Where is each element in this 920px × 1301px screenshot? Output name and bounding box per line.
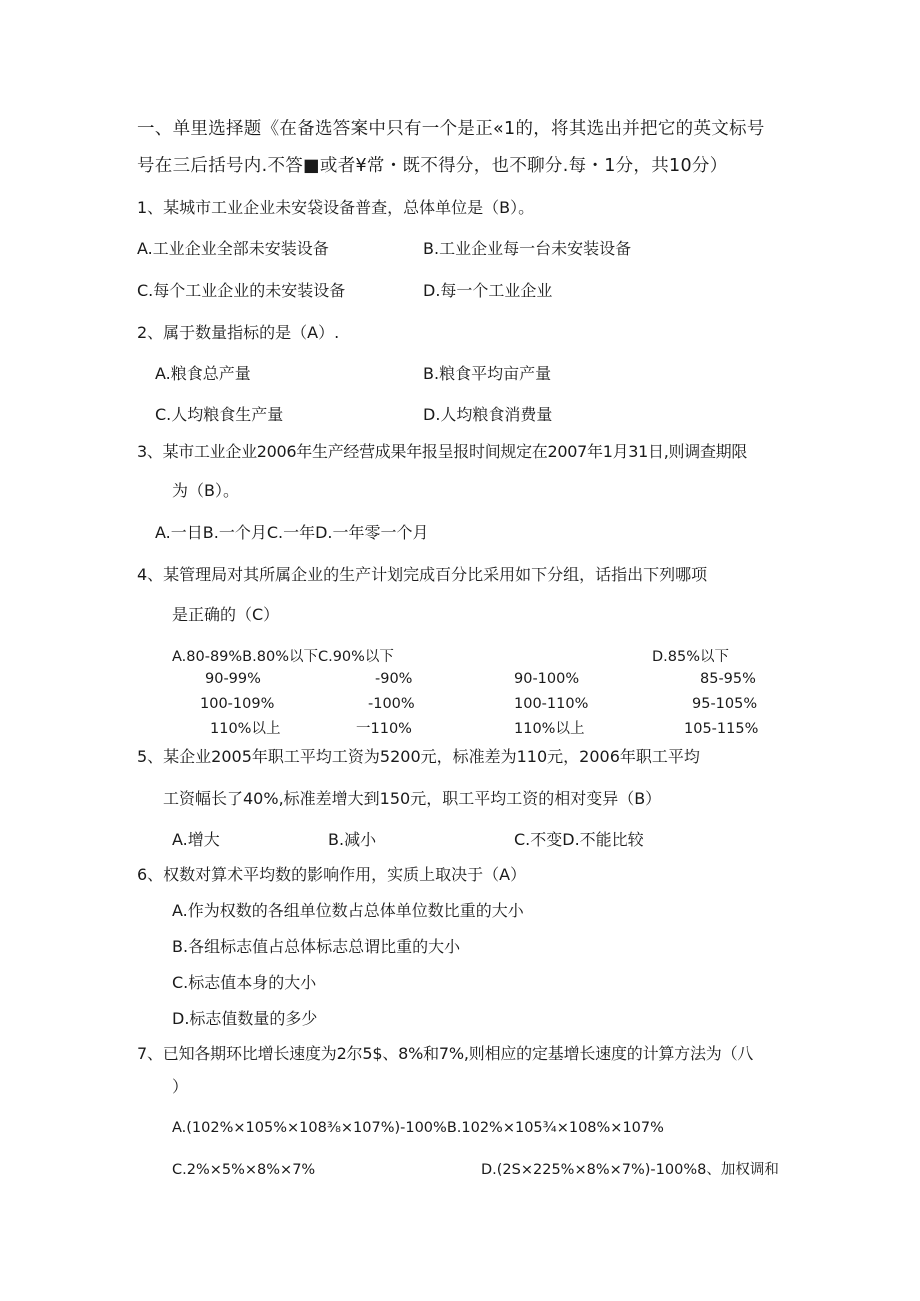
q5-option-a: A.增大 bbox=[172, 830, 220, 849]
q1-option-c: C.每个工业企业的未安装设备 bbox=[137, 281, 346, 300]
q5-option-cd: C.不变D.不能比较 bbox=[514, 830, 644, 849]
q4-col-a-row2: 100-109% bbox=[200, 696, 275, 712]
q4-option-d: D.85%以下 bbox=[652, 649, 730, 665]
q5-stem-line2: 工资幅长了40%,标准差增大到150元，职工平均工资的相对变异（B） bbox=[163, 789, 662, 808]
q1-option-b: B.工业企业每一台未安装设备 bbox=[423, 239, 632, 258]
q4-col-c-row2: 100-110% bbox=[514, 696, 589, 712]
q4-col-b-row3: 一110% bbox=[356, 721, 412, 737]
q1-stem: 1、某城市工业企业未安袋设备普查，总体单位是（B）。 bbox=[137, 198, 535, 217]
q4-col-a-row3: 110%以上 bbox=[210, 721, 281, 737]
q4-options-abc: A.80-89%B.80%以下C.90%以下 bbox=[172, 649, 394, 665]
q5-stem-line1: 5、某企业2005年职工平均工资为5200元，标准差为110元，2006年职工平均 bbox=[137, 747, 700, 766]
q7-option-d: D.(2S×225%×8%×7%)-100%8、加权调和 bbox=[481, 1162, 779, 1178]
q3-stem-line2: 为（B）。 bbox=[172, 481, 239, 500]
q5-option-b: B.减小 bbox=[328, 830, 377, 849]
q6-option-b: B.各组标志值占总体标志总谓比重的大小 bbox=[172, 937, 461, 956]
q4-stem-line1: 4、某管理局对其所属企业的生产计划完成百分比采用如下分组，话指出下列哪项 bbox=[137, 565, 708, 584]
q4-col-a-row1: 90-99% bbox=[205, 671, 261, 687]
q4-col-d-row1: 85-95% bbox=[700, 671, 756, 687]
q4-col-c-row3: 110%以上 bbox=[514, 721, 585, 737]
q7-stem-line1: 7、已知各期环比增长速度为2尔5$、8%和7%,则相应的定基增长速度的计算方法为（八 bbox=[137, 1044, 754, 1063]
q4-col-c-row1: 90-100% bbox=[514, 671, 580, 687]
q6-stem: 6、权数对算术平均数的影响作用，实质上取决于（A） bbox=[137, 865, 527, 884]
q6-option-d: D.标志值数量的多少 bbox=[172, 1009, 318, 1028]
q1-option-d: D.每一个工业企业 bbox=[423, 281, 553, 300]
q4-stem-line2: 是正确的（C） bbox=[172, 605, 280, 624]
section-title-line2: 号在三后括号内.不答■或者¥常・既不得分，也不聊分.每・1分，共10分） bbox=[137, 156, 728, 176]
q7-option-c: C.2%×5%×8%×7% bbox=[172, 1162, 316, 1178]
q4-col-b-row2: -100% bbox=[368, 696, 415, 712]
q2-option-a: A.粮食总产量 bbox=[155, 364, 251, 383]
q6-option-a: A.作为权数的各组单位数占总体单位数比重的大小 bbox=[172, 901, 524, 920]
section-title-line1: 一、单里选择题《在备选答案中只有一个是正«1的，将其选出并把它的英文标号 bbox=[137, 119, 765, 139]
q3-options: A.一日B.一个月C.一年D.一年零一个月 bbox=[155, 523, 429, 542]
q7-stem-line2: ） bbox=[172, 1077, 189, 1096]
q2-option-c: C.人均粮食生产量 bbox=[155, 405, 284, 424]
q1-option-a: A.工业企业全部未安装设备 bbox=[137, 239, 329, 258]
q7-option-ab: A.(102%×105%×108⅜×107%)-100%B.102%×105¾×108%×107% bbox=[172, 1120, 664, 1136]
q4-col-b-row1: -90% bbox=[375, 671, 413, 687]
q2-option-d: D.人均粮食消费量 bbox=[423, 405, 553, 424]
q3-stem-line1: 3、某市工业企业2006年生产经营成果年报呈报时间规定在2007年1月31日,则调查期限 bbox=[137, 442, 748, 461]
q2-stem: 2、属于数量指标的是（A）. bbox=[137, 323, 340, 342]
q2-option-b: B.粮食平均亩产量 bbox=[423, 364, 552, 383]
q6-option-c: C.标志值本身的大小 bbox=[172, 973, 317, 992]
q4-col-d-row3: 105-115% bbox=[684, 721, 759, 737]
q4-col-d-row2: 95-105% bbox=[692, 696, 758, 712]
